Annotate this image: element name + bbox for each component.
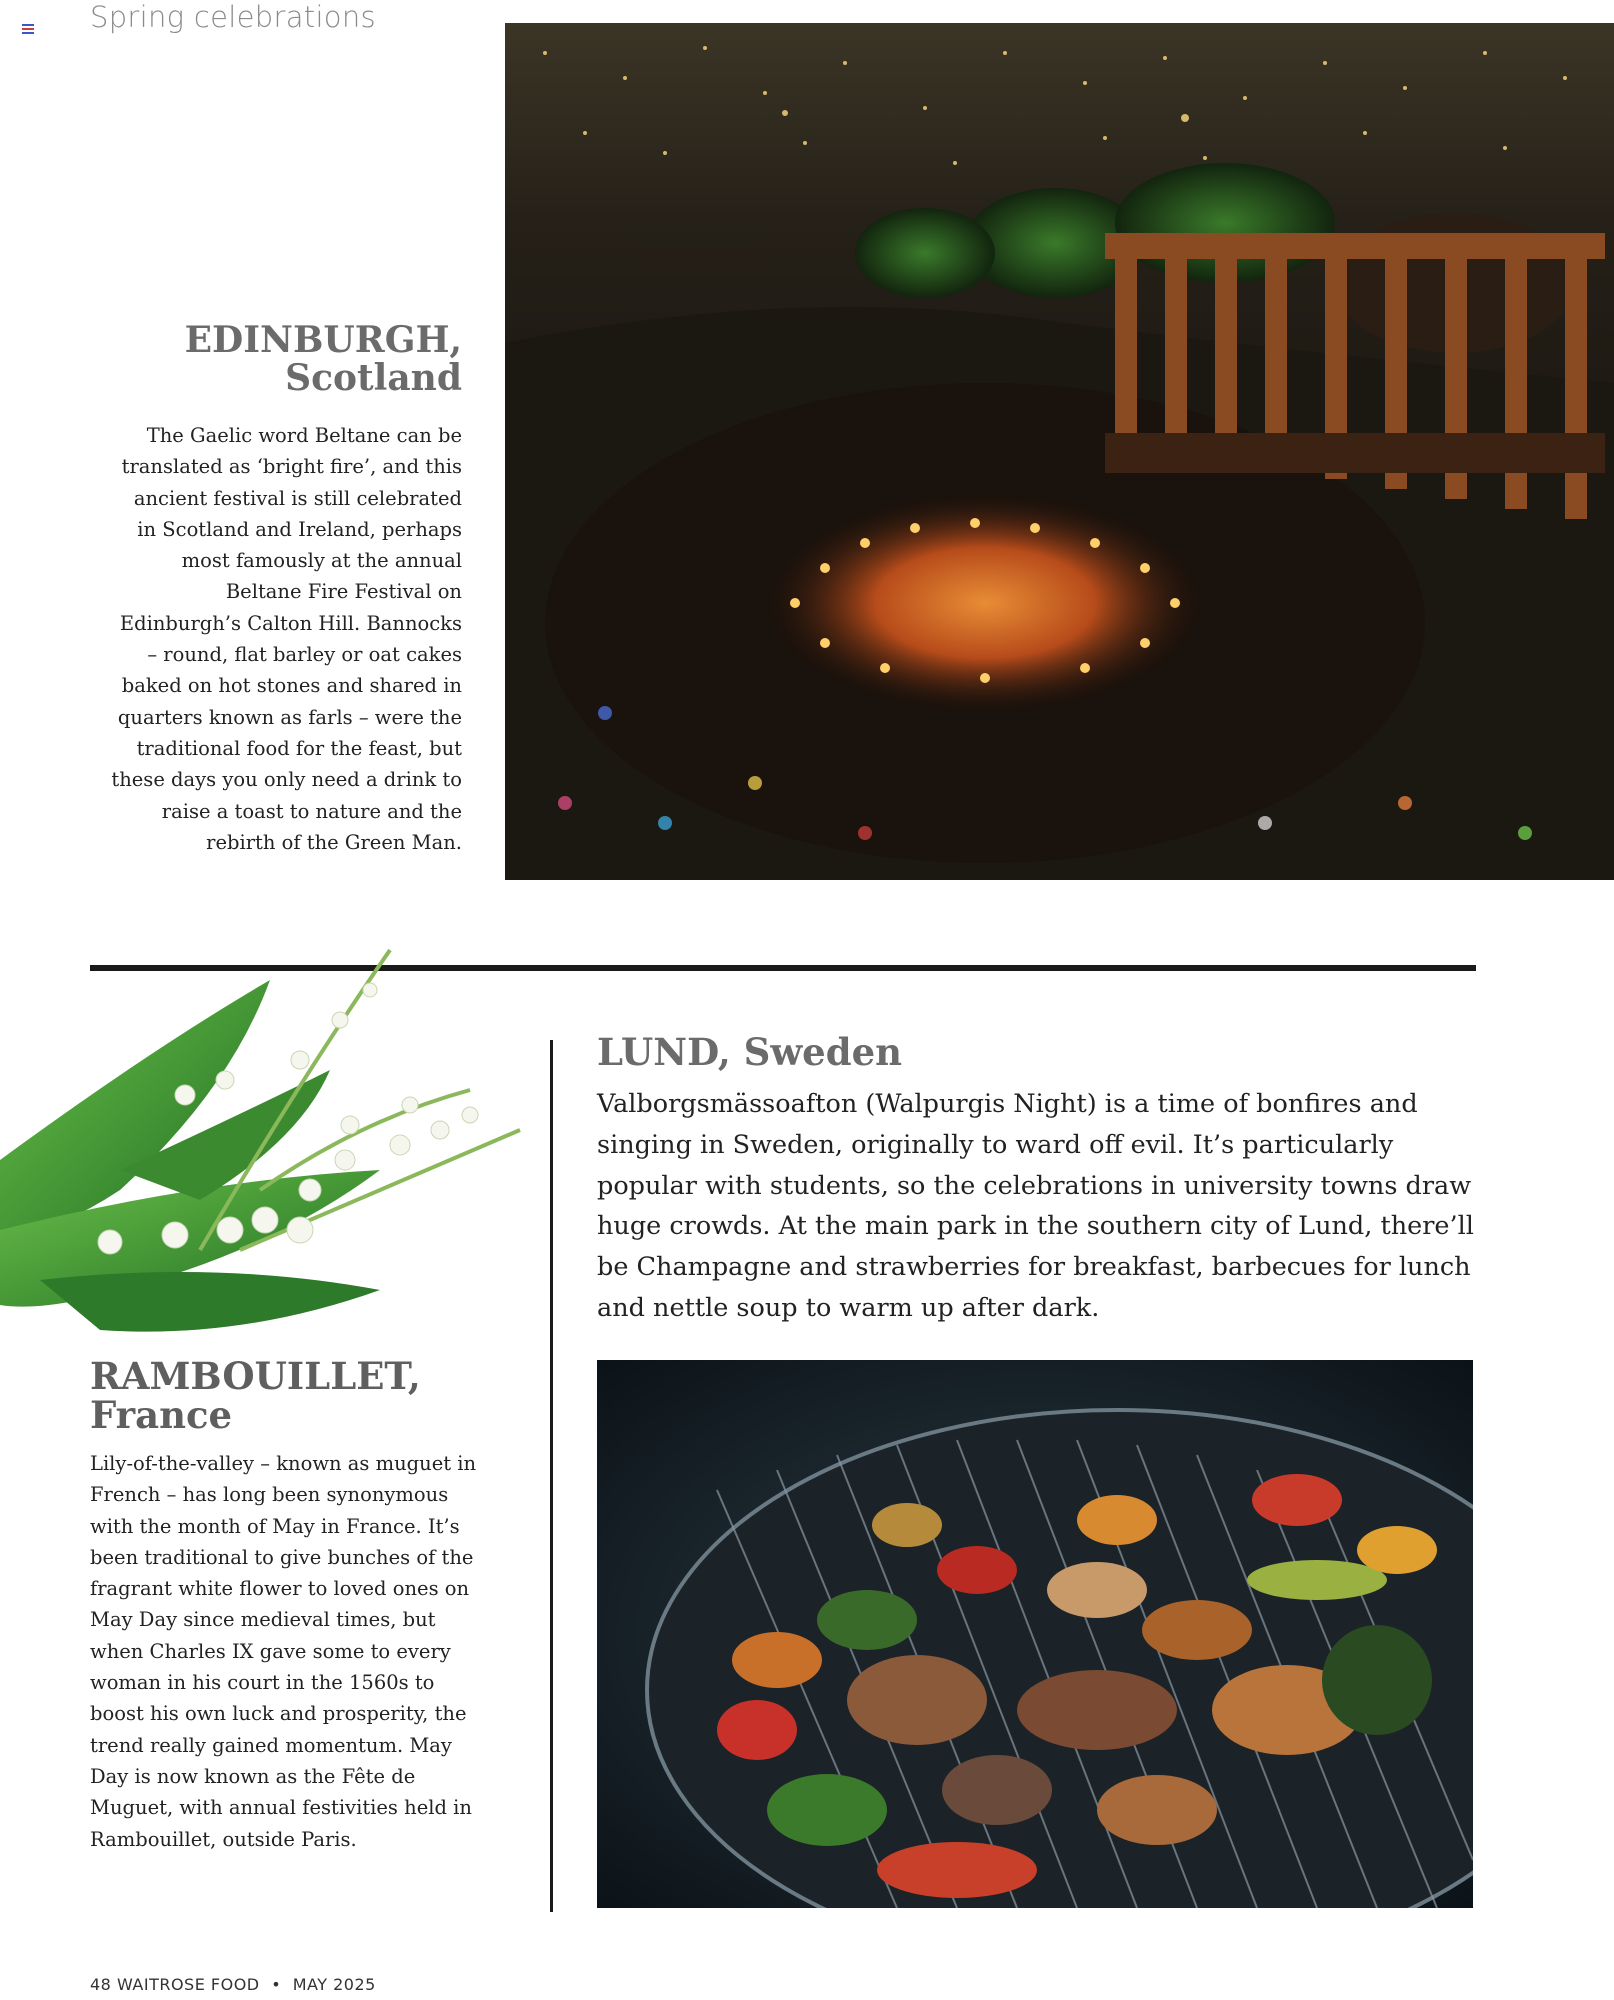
rambouillet-title	[90, 1354, 520, 1437]
column-divider	[550, 1040, 553, 1912]
barbecue-photo	[597, 1360, 1473, 1908]
publication-name: WAITROSE FOOD	[116, 1975, 260, 1994]
edinburgh-beltane-photo	[505, 23, 1614, 880]
footer-separator: •	[271, 1975, 282, 1994]
page-footer	[90, 1975, 376, 1994]
rambouillet-title-country: France	[90, 1392, 233, 1437]
edinburgh-body: The Gaelic word Beltane can be translated as ‘bright fire’, and this ancient festival is still celebrated in Scotland and Ireland, perhaps most famously at the annual Beltane Fire Festival on Edinburgh’s Calton Hill. Bannocks – round, flat barley or oat cakes baked on hot stones and shared in quarters known as farls – were the traditional food for the feast, but these days you only need a drink to raise a toast to nature and the rebirth of the Green Man.	[111, 424, 462, 854]
edinburgh-title	[140, 319, 462, 399]
page-number: 48	[90, 1975, 112, 1994]
lund-title: LUND, Sweden	[597, 1030, 903, 1074]
rambouillet-title-city: RAMBOUILLET,	[90, 1354, 421, 1398]
edinburgh-title-country: Scotland	[285, 356, 462, 399]
lily-of-the-valley-photo	[0, 930, 540, 1350]
issue-date: MAY 2025	[292, 1975, 376, 1994]
lund-body: Valborgsmässoafton (Walpurgis Night) is a time of bonfires and singing in Sweden, originally to ward off evil. It’s particularly popular with students, so the celebrations in university towns draw huge crowds. At the main park in the southern city of Lund, there’ll be Champagne and strawberries for breakfast, barbecues for lunch and nettle soup to warm up after dark.	[597, 1089, 1474, 1323]
edinburgh-title-city: EDINBURGH,	[184, 319, 462, 361]
rambouillet-body: Lily-of-the-valley – known as muguet in French – has long been synonymous with the month of May in France. It’s been traditional to give bunches of the fragrant white flower to loved ones on May Day since medieval times, but when Charles IX gave some to every woman in his court in the 1560s to boost his own luck and prosperity, the trend really gained momentum. May Day is now known as the Fête de Muguet, with annual festivities held in Rambouillet, outside Paris.	[90, 1452, 477, 1851]
menu-icon[interactable]	[22, 24, 34, 36]
section-label: Spring celebrations	[90, 0, 376, 34]
